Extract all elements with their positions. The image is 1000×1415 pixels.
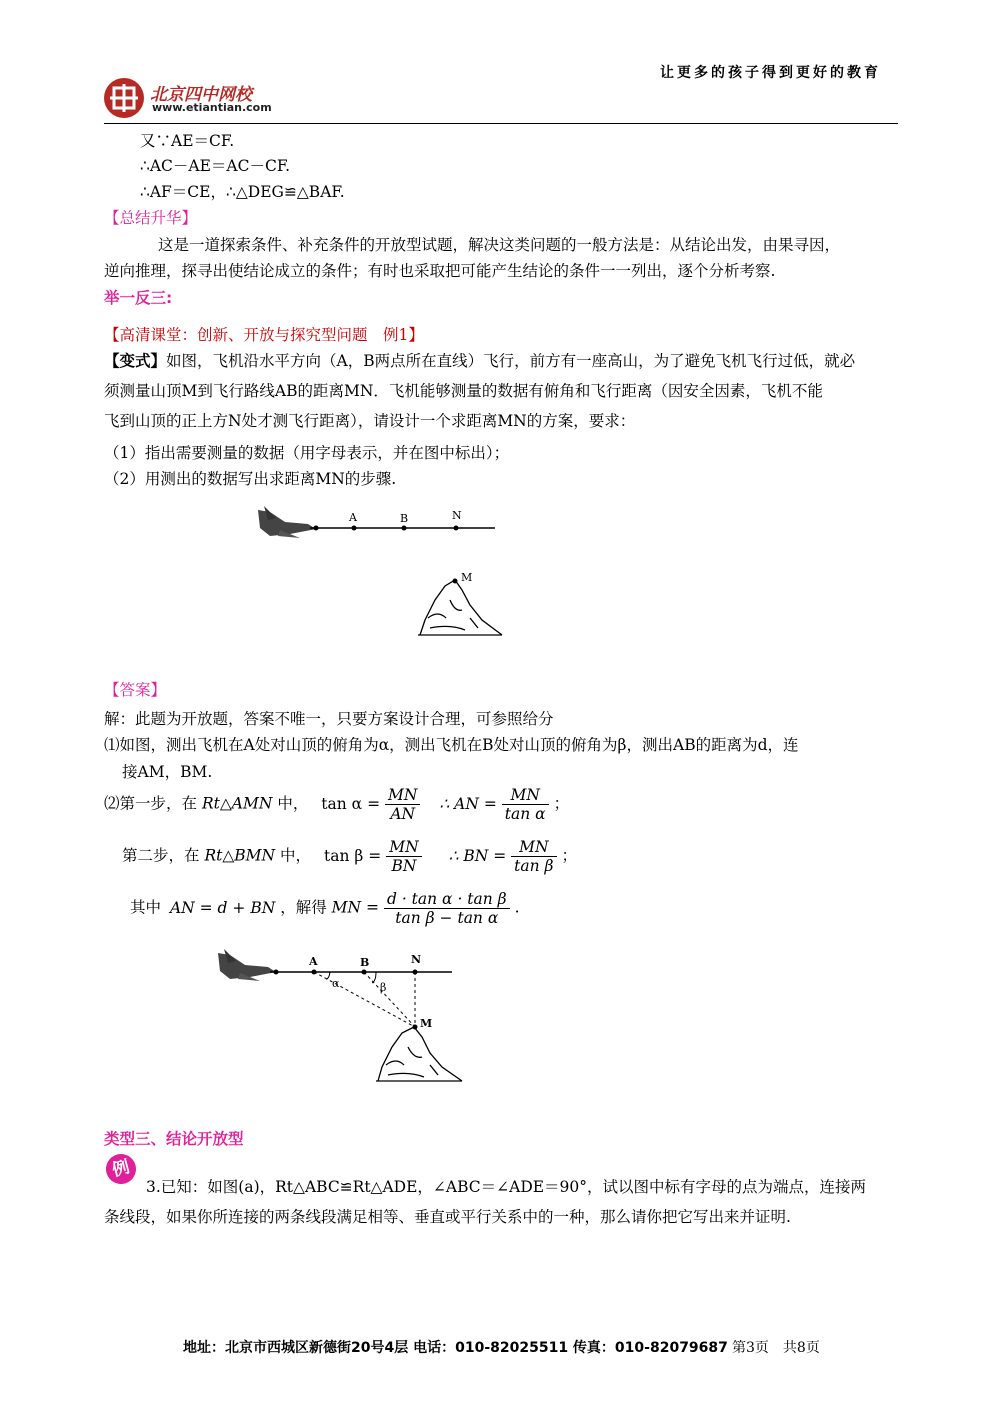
example-badge	[103, 1151, 140, 1188]
proof-line-2: ∴AC－AE＝AC－CF.	[140, 157, 291, 175]
label-m: M	[420, 1017, 433, 1030]
frac-num: MN	[511, 838, 556, 857]
label-beta: β	[380, 981, 387, 994]
variant-line-3: 飞到山顶的正上方N处才测飞行距离），请设计一个求距离MN的方案，要求：	[104, 412, 636, 430]
fraction-mn-bn	[386, 838, 421, 875]
label-n: N	[452, 509, 462, 522]
step-4-equation: AN = d + BN	[169, 898, 276, 917]
footer-page: 第3页 共8页	[732, 1340, 820, 1356]
summary-para-1: 这是一道探索条件、补充条件的开放型试题，解决这类问题的一般方法是：从结论出发，由果寻因，	[158, 236, 841, 254]
point-b	[402, 526, 407, 531]
logo-icon	[104, 78, 144, 118]
answer-step-1b: 接AM，BM.	[122, 763, 213, 781]
point-m	[453, 579, 458, 584]
label-a: A	[349, 511, 357, 524]
step-4-mid: ，解得	[280, 898, 327, 917]
header-rule	[104, 123, 898, 124]
fraction-mn-tan-alpha	[502, 786, 549, 823]
step-2-triangle: Rt△AMN	[201, 794, 273, 813]
footer-address: 地址：北京市西城区新德街20号4层 电话：010-82025511 传真：010-82079687	[183, 1340, 728, 1356]
variant-line-1	[104, 348, 904, 374]
answer-step-3	[122, 838, 577, 875]
frac-den: tan β − tan α	[395, 909, 499, 927]
step-3-tan-beta: tan β =	[324, 846, 382, 865]
label-a: A	[309, 955, 318, 968]
label-n: N	[411, 953, 422, 966]
example-badge-text: 例	[110, 1157, 132, 1181]
label-alpha: α	[332, 977, 340, 990]
logo-url: www.etiantian.com	[152, 101, 272, 114]
answer-intro: 解：此题为开放题，答案不唯一，只要方案设计合理，可参照给分	[104, 710, 554, 728]
step-2-mid: 中，	[277, 794, 309, 813]
step-3-semicolon: ；	[561, 846, 577, 865]
variant-label: 【变式】	[104, 351, 167, 370]
practice-heading: 举一反三:	[104, 289, 173, 307]
point-a	[352, 526, 357, 531]
step-4-prefix: 其中	[130, 898, 162, 917]
plane-icon	[258, 506, 316, 538]
step-4-end: .	[514, 898, 520, 917]
mountain-icon	[418, 580, 502, 635]
line-am	[314, 972, 415, 1027]
fraction-result	[384, 890, 510, 927]
frac-den: tan β	[514, 857, 554, 875]
label-b: B	[360, 956, 370, 969]
frac-den: tan α	[504, 805, 546, 823]
point-start	[274, 970, 279, 975]
frac-num: MN	[502, 786, 549, 805]
answer-step-4	[130, 890, 520, 927]
proof-line-1: 又∵AE＝CF.	[140, 132, 235, 150]
requirement-1: （1）指出需要测量的数据（用字母表示，并在图中标出）；	[104, 444, 510, 462]
proof-line-3: ∴AF＝CE，∴△DEG≌△BAF.	[140, 183, 345, 201]
step-3-mid: 中，	[280, 846, 312, 865]
example-line-1: 3.已知：如图(a)，Rt△ABC≌Rt△ADE，∠ABC＝∠ADE＝90°，试以图中标有字母的点为端点，连接两	[146, 1178, 867, 1196]
step-3-therefore: ∴ BN =	[448, 846, 507, 865]
variant-text-1: 如图，飞机沿水平方向（A，B两点所在直线）飞行，前方有一座高山，为了避免飞机飞行过低，就必	[166, 352, 856, 370]
step-3-prefix: 第二步，在	[122, 846, 200, 865]
step-3-triangle: Rt△BMN	[204, 846, 276, 865]
label-b: B	[400, 512, 409, 525]
summary-heading: 【总结升华】	[104, 209, 198, 227]
point-n	[454, 526, 459, 531]
type3-heading: 类型三、结论开放型	[104, 1130, 244, 1148]
frac-num: MN	[386, 838, 421, 857]
header-slogan: 让更多的孩子得到更好的教育	[660, 65, 881, 81]
angle-alpha-arc	[326, 972, 330, 979]
summary-para-2: 逆向推理，探寻出使结论成立的条件；有时也采取把可能产生结论的条件一一列出，逐个分析考察.	[104, 262, 776, 280]
example-line-2: 条线段，如果你所连接的两条线段满足相等、垂直或平行关系中的一种，那么请你把它写出来并证明.	[104, 1208, 791, 1226]
line-bm	[364, 972, 415, 1027]
answer-heading: 【答案】	[104, 681, 167, 699]
mountain-icon	[376, 1027, 462, 1081]
course-title	[104, 322, 904, 348]
step-2-therefore: ∴ AN =	[439, 794, 497, 813]
label-m: M	[461, 571, 473, 584]
answer-step-2	[104, 786, 569, 823]
plane-icon	[218, 949, 276, 981]
answer-step-1a: ⑴如图，测出飞机在A处对山顶的俯角为α，测出飞机在B处对山顶的俯角为β，测出AB的距离为d，连	[104, 736, 799, 754]
step-2-prefix: ⑵第一步，在	[104, 794, 198, 813]
logo-name: 北京四中网校	[150, 85, 252, 105]
step-4-mn: MN =	[331, 898, 380, 917]
course-title-text: 【高清课堂：创新、开放与探究型问题 例1】	[104, 326, 424, 344]
fraction-mn-an	[385, 786, 420, 823]
figure-1	[250, 500, 510, 645]
frac-num: d · tan α · tan β	[384, 890, 510, 909]
fraction-mn-tan-beta	[511, 838, 556, 875]
step-2-tan-alpha: tan α =	[321, 794, 381, 813]
step-2-semicolon: ；	[553, 794, 570, 813]
variant-line-2: 须测量山顶M到飞行路线AB的距离MN．飞机能够测量的数据有俯角和飞行距离（因安全因素，飞机不能	[104, 382, 823, 400]
figure-2	[210, 945, 470, 1090]
point-start	[314, 526, 319, 531]
frac-num: MN	[385, 786, 420, 805]
requirement-2: （2）用测出的数据写出求距离MN的步骤.	[104, 470, 397, 488]
frac-den: AN	[390, 805, 416, 823]
frac-den: BN	[391, 857, 417, 875]
